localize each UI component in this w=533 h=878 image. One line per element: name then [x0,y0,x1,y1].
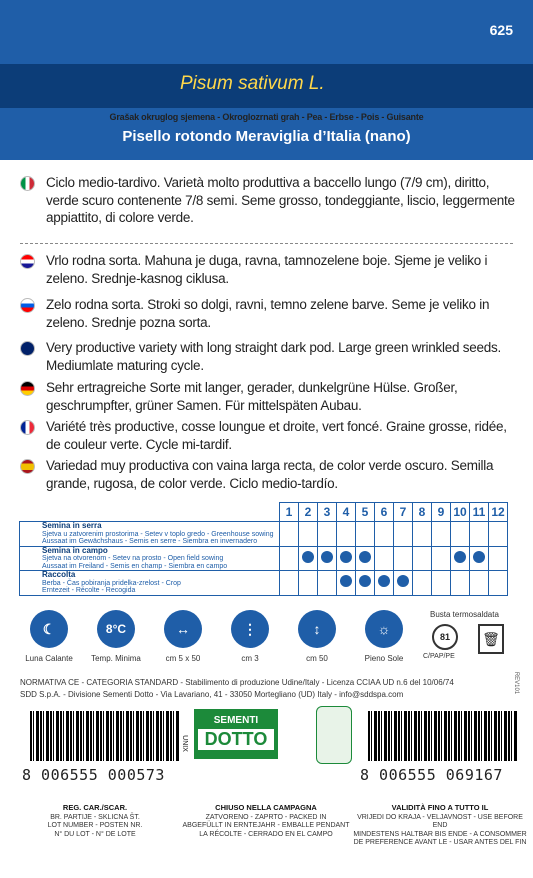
calendar-cell [470,522,489,547]
calendar-cell [432,522,451,547]
common-names: Grašak okruglog sjemena - Okroglozrnati grah - Pea - Erbse - Pois - Guisante [109,112,424,122]
recycle-number: 81 [439,632,450,642]
calendar-cell [318,546,337,571]
calendar-cell [280,522,299,547]
calendar-cell [489,571,508,596]
calendar-cell [318,522,337,547]
calendar-cell [413,546,432,571]
calendar-row-label: Semina in campo Sjetva na otvorenom - Setev na prosto - Open field sowing Aussaat im Freiland - Semis en champ - Siembra en campo [20,546,280,571]
barcode-right [368,711,518,761]
desc-fr-text: Variété très productive, cosse loungue et droite, vert foncé. Graine grosse, ridée, de couleur verte. Cycle mi-tardif. [46,419,507,452]
footer-validity [350,804,530,848]
footer-line: DE PREFERENCE AVANT LE - USAR ANTES DEL FIN [353,839,527,846]
desc-slovenian [20,296,515,331]
icon-label: cm 3 [241,654,259,663]
calendar-cell [337,522,356,547]
month-header: 6 [375,503,394,522]
temperature-icon: 8°C [97,610,135,648]
sementi-dotto-logo [194,709,278,759]
calendar-dot [473,551,485,563]
desc-de-text: Sehr ertragreiche Sorte mit langer, gerader, dunkelgrüne Hülse. Großer, geschrumpfter, grüner Samen. Für mittelspäten Aubau. [46,380,458,413]
footer-line: VRIJEDI DO KRAJA - VELJAVNOST - USE BEFORE END [357,813,523,829]
sowing-calendar [19,502,513,596]
calendar-cell [299,571,318,596]
calendar-dot [454,551,466,563]
barcode-right-number: 8 006555 069167 [360,766,503,784]
calendar-cell [280,546,299,571]
desc-croatian [20,252,515,287]
barcode-left [30,711,180,761]
calendar-dot [378,575,390,587]
calendar-cell [489,522,508,547]
quality-seal-icon [316,706,352,764]
calendar-cell [432,546,451,571]
desc-italian [20,174,515,227]
desc-german [20,379,515,414]
icon-label: Luna Calante [25,654,73,663]
recycle-icon [432,624,458,650]
footer-line: REG. CAR./SCAR. [62,803,128,812]
month-header: 7 [394,503,413,522]
calendar-row-label: Semina in serra Sjetva u zatvorenim prostorima - Setev v toplo gredo - Greenhouse sowing Aussaat im Gewächshaus - Semis en serre - Siembra en invernadero [20,522,280,547]
calendar-cell [470,546,489,571]
calendar-cell [299,522,318,547]
calendar-dot [359,575,371,587]
desc-english [20,339,515,374]
desc-spanish [20,457,515,492]
logo-line-2: DOTTO [198,729,274,750]
desc-sl-text: Zelo rodna sorta. Stroki so dolgi, ravni, temno zelene barve. Seme je veliko in zeleno. Srednje pozna sorta. [46,297,490,330]
calendar-dot [321,551,333,563]
calendar-cell [356,546,375,571]
calendar-cell [318,571,337,596]
icon-label: cm 5 x 50 [165,654,201,663]
legal-line-1: NORMATIVA CE - CATEGORIA STANDARD - Stabilimento di produzione Udine/Italy - Licenza CCIAA UD n.6 del 10/06/74 [20,678,454,687]
month-header: 12 [489,503,508,522]
footer-line: N° DU LOT - N° DE LOTE [54,830,136,838]
month-header: 3 [318,503,337,522]
calendar-dot [302,551,314,563]
month-header: 1 [280,503,299,522]
icon-label: Temp. Minima [91,654,141,663]
calendar-cell [451,571,470,596]
icon-label: cm 50 [306,654,328,663]
footer-line: ABGEFÜLLT IN ERNTEJAHR - EMBALLE PENDANT [182,822,350,829]
footer-line: MINDESTENS HALTBAR BIS ENDE - A CONSOMMER [353,830,527,838]
calendar-dot [397,575,409,587]
calendar-cell [489,546,508,571]
desc-en-text: Very productive variety with long straight dark pod. Large green wrinkled seeds. Mediumlate maturing cycle. [46,340,502,373]
footer-line: LA RÉCOLTE - CERRADO EN EL CAMPO [199,830,333,838]
calendar-cell [470,571,489,596]
calendar-cell [413,522,432,547]
calendar-cell [394,546,413,571]
month-header: 9 [432,503,451,522]
packaging-title: Busta termosaldata [430,610,499,619]
footer-line: ZATVORENO - ZAPRTO - PACKED IN [205,813,327,821]
moon-icon: ☾ [30,610,68,648]
desc-it-text: Ciclo medio-tardivo. Varietà molto produttiva a baccello lungo (7/9 cm), diritto, verde scuro contenente 7/8 semi. Seme grosso, tondeggiante, liscio, leggermente appiattito, di colore verde. [46,175,515,225]
desc-french [20,418,515,453]
calendar-cell [451,546,470,571]
calendar-cell [337,571,356,596]
desc-es-text: Variedad muy productiva con vaina larga recta, de color verde oscuro. Semilla grande, rugosa, de color verde. Ciclo medio-tardío. [46,458,494,491]
logo-line-1: SEMENTI [213,715,259,726]
calendar-row-label: Raccolta Berba - Čas pobiranja pridelka-zrelost - Crop Erntezeit - Récolte - Recogida [20,571,280,596]
spacing-icon: ↔ [164,610,202,648]
calendar-cell [375,522,394,547]
footer-line: LOT NUMBER - POSTEN NR. [47,822,143,829]
footer-packed [176,804,356,839]
revision-code: REV101 [513,671,520,695]
month-header: 5 [356,503,375,522]
month-header: 4 [337,503,356,522]
italian-name: Pisello rotondo Meraviglia d’Italia (nano) [122,128,411,145]
calendar-dot [340,575,352,587]
calendar-cell [375,571,394,596]
depth-icon: ⋮ [231,610,269,648]
calendar-cell [394,571,413,596]
separator [20,243,513,244]
calendar-cell [394,522,413,547]
month-header: 2 [299,503,318,522]
calendar-row [20,522,508,547]
desc-hr-text: Vrlo rodna sorta. Mahuna je duga, ravna, tamnozelene boje. Sjeme je veliko i zeleno. Srednje-kasnog ciklusa. [46,253,488,286]
recycle-code: C/PAP/PE [423,653,455,660]
product-code: 625 [489,22,513,38]
legal-line-2: SDD S.p.A. - Divisione Sementi Dotto - Via Lavariano, 41 - 33050 Mortegliano (UD) Italy - info@sddspa.com [20,690,404,699]
month-header: 8 [413,503,432,522]
sun-icon: ☼ [365,610,403,648]
latin-name: Pisum sativum L. [180,73,325,94]
unix-label: UNIX [180,735,188,752]
trash-bin-icon: 🗑 [478,624,504,654]
footer-line: VALIDITÀ FINO A TUTTO IL [391,803,489,812]
footer-lot [10,804,180,839]
calendar-cell [451,522,470,547]
calendar-dot [359,551,371,563]
footer-line: CHIUSO NELLA CAMPAGNA [215,803,317,812]
calendar-cell [299,546,318,571]
barcode-left-number: 8 006555 000573 [22,766,165,784]
calendar-row [20,546,508,571]
height-icon: ↕ [298,610,336,648]
calendar-cell [432,571,451,596]
calendar-row [20,571,508,596]
footer-line: BR. PARTIJE - SKLICNA ŠT. [50,813,140,821]
month-header: 11 [470,503,489,522]
calendar-dot [340,551,352,563]
calendar-header [20,503,508,522]
calendar-cell [356,522,375,547]
calendar-cell [280,571,299,596]
calendar-cell [356,571,375,596]
icon-label: Pieno Sole [364,654,404,663]
calendar-cell [413,571,432,596]
month-header: 10 [451,503,470,522]
calendar-cell [337,546,356,571]
calendar-cell [375,546,394,571]
